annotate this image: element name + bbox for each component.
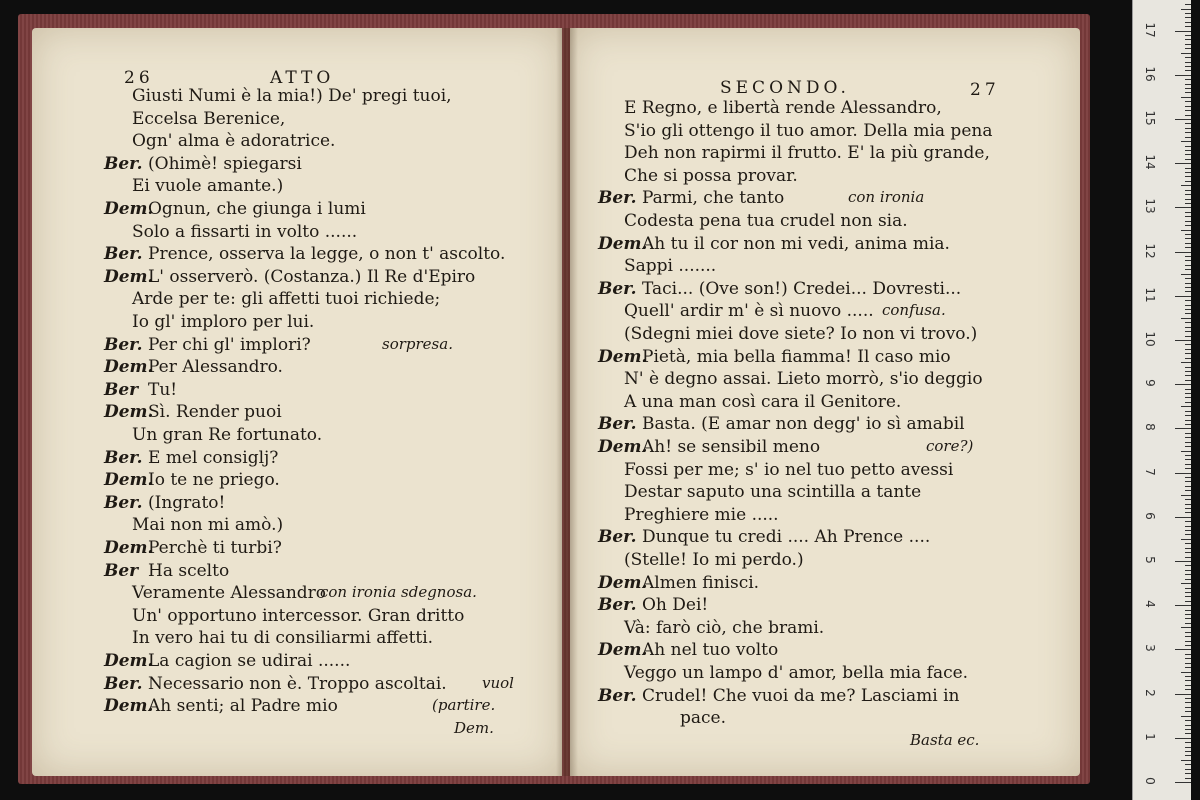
- ruler-tick: [1185, 367, 1191, 368]
- verse-line: Basta. (E amar non degg' io sì amabil: [642, 414, 965, 435]
- ruler-tick: [1185, 313, 1191, 314]
- verse-line: La cagion se udirai ......: [148, 651, 351, 671]
- ruler-tick: [1185, 181, 1191, 182]
- ruler-tick: [1175, 738, 1191, 739]
- ruler-tick: [1185, 490, 1191, 491]
- ruler-tick: [1181, 672, 1191, 673]
- verse-line: Taci... (Ove son!) Credei... Dovresti...: [642, 278, 962, 299]
- ruler-tick: [1185, 499, 1191, 500]
- ruler-tick: [1175, 384, 1191, 385]
- ruler-tick: [1185, 203, 1191, 204]
- ruler-tick: [1185, 243, 1191, 244]
- ruler-tick: [1185, 194, 1191, 195]
- stage-direction: vuol: [482, 673, 514, 692]
- ruler-tick: [1185, 168, 1191, 169]
- ruler-tick: [1185, 574, 1191, 575]
- verse-line: Un gran Re fortunato.: [132, 425, 323, 445]
- ruler-tick: [1185, 711, 1191, 712]
- verse-line: Per chi gl' implori?: [148, 334, 311, 355]
- ruler-tick: [1185, 128, 1191, 129]
- verse-line: (Sdegni miei dove siete? Io non vi trovo.): [624, 324, 978, 344]
- ruler-tick: [1185, 88, 1191, 89]
- ruler-tick: [1185, 446, 1191, 447]
- ruler-tick: [1185, 309, 1191, 310]
- ruler-tick: [1181, 583, 1191, 584]
- ruler-tick: [1181, 97, 1191, 98]
- ruler-tick: [1185, 92, 1191, 93]
- stage-direction: con ironia: [848, 188, 925, 207]
- speaker-label: Dem.: [104, 538, 154, 558]
- ruler-tick: [1175, 561, 1191, 562]
- ruler-tick: [1185, 225, 1191, 226]
- verse-line: Crudel! Che vuoi da me? Lasciami in: [642, 685, 960, 706]
- ruler-tick: [1181, 362, 1191, 363]
- ruler-tick: [1185, 101, 1191, 102]
- speaker-label: Ber: [104, 379, 139, 400]
- ruler-tick: [1185, 247, 1191, 248]
- verse-line: Giusti Numi è la mia!) De' pregi tuoi,: [132, 86, 452, 106]
- ruler-tick: [1175, 252, 1191, 253]
- ruler-number: 15: [1143, 110, 1157, 126]
- ruler-tick: [1175, 207, 1191, 208]
- ruler-tick: [1175, 428, 1191, 429]
- verse-line: L' osserverò. (Costanza.) Il Re d'Epiro: [148, 266, 476, 287]
- ruler-tick: [1185, 455, 1191, 456]
- verse-line: Perchè ti turbi?: [148, 538, 282, 558]
- speaker-label: Ber.: [104, 244, 143, 265]
- ruler-number: 8: [1143, 423, 1157, 432]
- ruler-tick: [1185, 707, 1191, 708]
- ruler-tick: [1181, 53, 1191, 54]
- ruler-tick: [1185, 353, 1191, 354]
- ruler-number: 11: [1143, 287, 1157, 303]
- ruler-tick: [1185, 534, 1191, 535]
- ruler-tick: [1181, 495, 1191, 496]
- ruler-tick: [1185, 265, 1191, 266]
- ruler-tick: [1185, 769, 1191, 770]
- ruler-tick: [1175, 119, 1191, 120]
- verse-line: Veramente Alessandro: [132, 583, 327, 604]
- ruler-tick: [1185, 614, 1191, 615]
- ruler-tick: [1181, 185, 1191, 186]
- ruler-tick: [1185, 778, 1191, 779]
- speaker-label: Dem.: [598, 640, 648, 661]
- ruler-tick: [1185, 269, 1191, 270]
- verse-line: (Ingrato!: [148, 492, 226, 513]
- ruler-tick: [1185, 70, 1191, 71]
- verse-line: Mai non mi amò.): [132, 515, 284, 536]
- speaker-label: Ber.: [104, 673, 143, 694]
- ruler-tick: [1185, 13, 1191, 14]
- verse-line: (Ohimè! spiegarsi: [148, 153, 302, 174]
- ruler-tick: [1185, 742, 1191, 743]
- ruler-tick: [1185, 397, 1191, 398]
- ruler-number: 16: [1143, 66, 1157, 82]
- verse-line: Sì. Render puoi: [148, 402, 282, 423]
- ruler-number: 0: [1143, 777, 1157, 785]
- ruler-number: 13: [1143, 198, 1157, 215]
- ruler-tick: [1185, 260, 1191, 261]
- ruler-tick: [1175, 340, 1191, 341]
- ruler-tick: [1175, 605, 1191, 606]
- verse-line: In vero hai tu di consiliarmi affetti.: [132, 628, 434, 649]
- ruler-tick: [1185, 698, 1191, 699]
- ruler-tick: [1185, 216, 1191, 217]
- ruler-tick: [1185, 729, 1191, 730]
- ruler-tick: [1175, 31, 1191, 32]
- ruler-tick: [1185, 654, 1191, 655]
- ruler-tick: [1175, 694, 1191, 695]
- verse-line: Solo a fissarti in volto ......: [132, 221, 358, 242]
- ruler-tick: [1185, 371, 1191, 372]
- verse-line: Io gl' imploro per lui.: [132, 312, 315, 332]
- ruler-number: 12: [1143, 242, 1157, 259]
- ruler-tick: [1185, 35, 1191, 36]
- ruler-tick: [1185, 159, 1191, 160]
- ruler-tick: [1175, 75, 1191, 76]
- ruler-number: 7: [1143, 467, 1157, 476]
- ruler-tick: [1185, 238, 1191, 239]
- ruler-tick: [1185, 689, 1191, 690]
- ruler-tick: [1185, 720, 1191, 721]
- ruler-tick: [1185, 468, 1191, 469]
- running-head-right: SECONDO.: [720, 78, 850, 98]
- ruler-tick: [1185, 424, 1191, 425]
- speaker-label: Dem.: [104, 402, 154, 423]
- verse-line: Fossi per me; s' io nel tuo petto avessi: [624, 459, 954, 480]
- ruler-tick: [1175, 649, 1191, 650]
- ruler-tick: [1185, 380, 1191, 381]
- speaker-label: Dem.: [598, 572, 648, 593]
- ruler-tick: [1185, 22, 1191, 23]
- speaker-label: Dem.: [104, 266, 154, 287]
- ruler-tick: [1185, 287, 1191, 288]
- ruler-tick: [1185, 221, 1191, 222]
- ruler-number: 1: [1143, 732, 1157, 741]
- ruler-tick: [1185, 685, 1191, 686]
- ruler-tick: [1181, 230, 1191, 231]
- ruler-tick: [1185, 636, 1191, 637]
- ruler-tick: [1185, 278, 1191, 279]
- verse-line: Ei vuole amante.): [132, 176, 284, 197]
- verse-line: Tu!: [148, 379, 178, 400]
- ruler-tick: [1181, 274, 1191, 275]
- ruler-tick: [1185, 172, 1191, 173]
- ruler-tick: [1185, 623, 1191, 624]
- ruler-tick: [1185, 336, 1191, 337]
- ruler-tick: [1185, 481, 1191, 482]
- ruler-tick: [1185, 305, 1191, 306]
- ruler-tick: [1185, 26, 1191, 27]
- ruler-tick: [1181, 716, 1191, 717]
- page-number-right: 27: [970, 80, 1000, 100]
- verse-line: Sappi .......: [624, 256, 717, 277]
- ruler-tick: [1185, 411, 1191, 412]
- ruler-tick: [1185, 464, 1191, 465]
- ruler-tick: [1185, 747, 1191, 748]
- ruler-number: 4: [1143, 600, 1157, 608]
- verse-line: (Stelle! Io mi perdo.): [624, 550, 804, 570]
- ruler-tick: [1185, 764, 1191, 765]
- speaker-label: Ber.: [598, 685, 637, 706]
- ruler-tick: [1185, 552, 1191, 553]
- stage-direction: con ironia sdegnosa.: [320, 583, 477, 602]
- ruler-tick: [1185, 588, 1191, 589]
- ruler-tick: [1175, 163, 1191, 164]
- ruler-tick: [1181, 9, 1191, 10]
- speaker-label: Ber.: [104, 153, 143, 174]
- verse-line: Veggo un lampo d' amor, bella mia face.: [624, 663, 969, 683]
- ruler-tick: [1181, 451, 1191, 452]
- ruler-tick: [1185, 618, 1191, 619]
- ruler-tick: [1185, 62, 1191, 63]
- ruler-tick: [1181, 141, 1191, 142]
- ruler-tick: [1185, 402, 1191, 403]
- ruler-tick: [1185, 663, 1191, 664]
- verse-line: Eccelsa Berenice,: [132, 108, 286, 129]
- ruler-tick: [1185, 543, 1191, 544]
- speaker-label: Dem.: [104, 696, 154, 717]
- ruler-number: 17: [1143, 21, 1157, 38]
- ruler-tick: [1175, 473, 1191, 474]
- speaker-label: Dem.: [598, 346, 648, 367]
- speaker-label: Ber.: [598, 595, 637, 616]
- ruler-tick: [1185, 358, 1191, 359]
- ruler-tick: [1185, 557, 1191, 558]
- ruler-tick: [1185, 146, 1191, 147]
- ruler-tick: [1185, 702, 1191, 703]
- ruler-tick: [1181, 627, 1191, 628]
- ruler-tick: [1185, 115, 1191, 116]
- ruler-tick: [1185, 548, 1191, 549]
- stage-direction: Basta ec.: [910, 730, 980, 749]
- ruler-tick: [1185, 632, 1191, 633]
- speaker-label: Ber.: [104, 334, 143, 355]
- ruler-number: 3: [1143, 644, 1157, 653]
- speaker-label: Ber.: [598, 414, 637, 435]
- ruler-tick: [1185, 344, 1191, 345]
- ruler-tick: [1185, 433, 1191, 434]
- ruler-number: 14: [1143, 154, 1157, 170]
- ruler-tick: [1185, 154, 1191, 155]
- verse-line: Prence, osserva la legge, o non t' ascolto.: [148, 244, 506, 265]
- verse-line: Ognun, che giunga i lumi: [148, 199, 366, 219]
- ruler-tick: [1185, 420, 1191, 421]
- verse-line: S'io gli ottengo il tuo amor. Della mia pena: [624, 120, 993, 141]
- speaker-label: Ber.: [104, 492, 143, 513]
- speaker-label: Dem.: [104, 651, 154, 671]
- speaker-label: Ber.: [104, 447, 143, 468]
- ruler-tick: [1185, 415, 1191, 416]
- verse-line: Ah! se sensibil meno: [642, 437, 821, 457]
- ruler-tick: [1185, 486, 1191, 487]
- ruler-tick: [1185, 137, 1191, 138]
- ruler-tick: [1185, 66, 1191, 67]
- right-page: [570, 28, 1080, 776]
- running-head-left: ATTO: [270, 68, 335, 88]
- ruler-tick: [1185, 755, 1191, 756]
- ruler-tick: [1185, 190, 1191, 191]
- ruler-tick: [1185, 17, 1191, 18]
- ruler-tick: [1185, 283, 1191, 284]
- stage-direction: (partire.: [432, 696, 496, 715]
- ruler-tick: [1185, 322, 1191, 323]
- speaker-label: Ber.: [598, 188, 637, 209]
- ruler-number: 6: [1143, 511, 1157, 520]
- ruler-tick: [1185, 442, 1191, 443]
- verse-line: Ah tu il cor non mi vedi, anima mia.: [642, 233, 950, 254]
- ruler-tick: [1181, 318, 1191, 319]
- ruler-tick: [1185, 437, 1191, 438]
- ruler-tick: [1185, 256, 1191, 257]
- ruler-tick: [1185, 530, 1191, 531]
- ruler-tick: [1175, 782, 1191, 783]
- verse-line: pace.: [680, 708, 727, 729]
- ruler-tick: [1185, 44, 1191, 45]
- ruler-tick: [1185, 641, 1191, 642]
- ruler-tick: [1185, 508, 1191, 509]
- ruler-tick: [1185, 150, 1191, 151]
- ruler-tick: [1185, 733, 1191, 734]
- ruler-tick: [1181, 760, 1191, 761]
- ruler-number: 10: [1143, 331, 1157, 347]
- verse-line: E Regno, e libertà rende Alessandro,: [624, 98, 942, 118]
- ruler-tick: [1185, 680, 1191, 681]
- ruler-tick: [1185, 349, 1191, 350]
- ruler-tick: [1185, 725, 1191, 726]
- ruler-tick: [1185, 48, 1191, 49]
- verse-line: A una man così cara il Genitore.: [624, 391, 902, 412]
- ruler-tick: [1185, 521, 1191, 522]
- speaker-label: Dem.: [598, 233, 648, 254]
- verse-line: Ha scelto: [148, 560, 230, 581]
- stage-direction: confusa.: [882, 301, 946, 320]
- verse-line: Destar saputo una scintilla a tante: [624, 482, 922, 503]
- verse-line: Necessario non è. Troppo ascoltai.: [148, 673, 447, 694]
- ruler-tick: [1185, 504, 1191, 505]
- ruler-tick: [1185, 291, 1191, 292]
- ruler-tick: [1185, 176, 1191, 177]
- verse-line: E mel consiglj?: [148, 447, 279, 468]
- ruler-tick: [1185, 84, 1191, 85]
- speaker-label: Ber.: [598, 527, 637, 548]
- ruler-tick: [1175, 517, 1191, 518]
- ruler-tick: [1181, 539, 1191, 540]
- ruler-tick: [1185, 300, 1191, 301]
- ruler-tick: [1185, 751, 1191, 752]
- speaker-label: Ber.: [598, 278, 637, 299]
- ruler-tick: [1185, 667, 1191, 668]
- ruler-tick: [1185, 477, 1191, 478]
- verse-line: Arde per te: gli affetti tuoi richiede;: [132, 289, 441, 310]
- verse-line: Almen finisci.: [642, 572, 760, 593]
- measuring-ruler: [1132, 0, 1191, 800]
- left-page: [32, 28, 562, 776]
- ruler-tick: [1185, 658, 1191, 659]
- verse-line: Codesta pena tua crudel non sia.: [624, 211, 908, 231]
- verse-line: Dunque tu credi .... Ah Prence ....: [642, 527, 931, 548]
- speaker-label: Dem.: [104, 357, 154, 378]
- verse-line: Preghiere mie .....: [624, 504, 779, 525]
- ruler-tick: [1185, 327, 1191, 328]
- ruler-tick: [1185, 579, 1191, 580]
- ruler-tick: [1185, 57, 1191, 58]
- ruler-tick: [1185, 459, 1191, 460]
- verse-line: Per Alessandro.: [148, 357, 283, 378]
- ruler-tick: [1185, 389, 1191, 390]
- stage-direction: core?): [926, 437, 974, 455]
- ruler-tick: [1185, 79, 1191, 80]
- ruler-tick: [1185, 596, 1191, 597]
- verse-line: Che si possa provar.: [624, 165, 798, 186]
- verse-line: Và: farò ciò, che brami.: [624, 617, 825, 638]
- stage-direction: Dem.: [454, 718, 494, 737]
- ruler-tick: [1185, 110, 1191, 111]
- ruler-number: 2: [1143, 688, 1157, 697]
- ruler-tick: [1185, 39, 1191, 40]
- ruler-tick: [1185, 526, 1191, 527]
- verse-line: Ogn' alma è adoratrice.: [132, 131, 336, 152]
- speaker-label: Dem.: [104, 199, 154, 219]
- verse-line: Deh non rapirmi il frutto. E' la più grande,: [624, 143, 990, 164]
- speaker-label: Ber: [104, 560, 139, 581]
- ruler-tick: [1185, 512, 1191, 513]
- verse-line: Quell' ardir m' è sì nuovo .....: [624, 301, 874, 322]
- ruler-tick: [1185, 132, 1191, 133]
- verse-line: Ah nel tuo volto: [642, 640, 779, 661]
- verse-line: Oh Dei!: [642, 595, 709, 616]
- ruler-tick: [1185, 123, 1191, 124]
- speaker-label: Dem.: [598, 437, 648, 457]
- book-gutter: [556, 28, 578, 776]
- ruler-tick: [1175, 296, 1191, 297]
- ruler-number: 9: [1143, 379, 1157, 387]
- verse-line: Io te ne priego.: [148, 470, 280, 491]
- ruler-tick: [1185, 565, 1191, 566]
- ruler-tick: [1185, 645, 1191, 646]
- ruler-tick: [1185, 331, 1191, 332]
- ruler-tick: [1185, 106, 1191, 107]
- ruler-tick: [1185, 773, 1191, 774]
- ruler-tick: [1185, 601, 1191, 602]
- ruler-number: 5: [1143, 556, 1157, 564]
- verse-line: Parmi, che tanto: [642, 188, 785, 209]
- ruler-tick: [1185, 393, 1191, 394]
- stage-direction: sorpresa.: [382, 334, 453, 353]
- verse-line: Ah senti; al Padre mio: [148, 696, 338, 717]
- ruler-tick: [1181, 406, 1191, 407]
- ruler-tick: [1185, 676, 1191, 677]
- verse-line: Un' opportuno intercessor. Gran dritto: [132, 605, 465, 626]
- ruler-tick: [1185, 610, 1191, 611]
- ruler-tick: [1185, 4, 1191, 5]
- ruler-tick: [1185, 199, 1191, 200]
- ruler-tick: [1185, 234, 1191, 235]
- ruler-tick: [1185, 375, 1191, 376]
- page-number-left: 26: [124, 68, 154, 88]
- verse-line: N' è degno assai. Lieto morrò, s'io deggio: [624, 369, 983, 390]
- ruler-tick: [1185, 570, 1191, 571]
- ruler-tick: [1185, 212, 1191, 213]
- speaker-label: Dem.: [104, 470, 154, 491]
- ruler-tick: [1185, 592, 1191, 593]
- verse-line: Pietà, mia bella fiamma! Il caso mio: [642, 346, 951, 367]
